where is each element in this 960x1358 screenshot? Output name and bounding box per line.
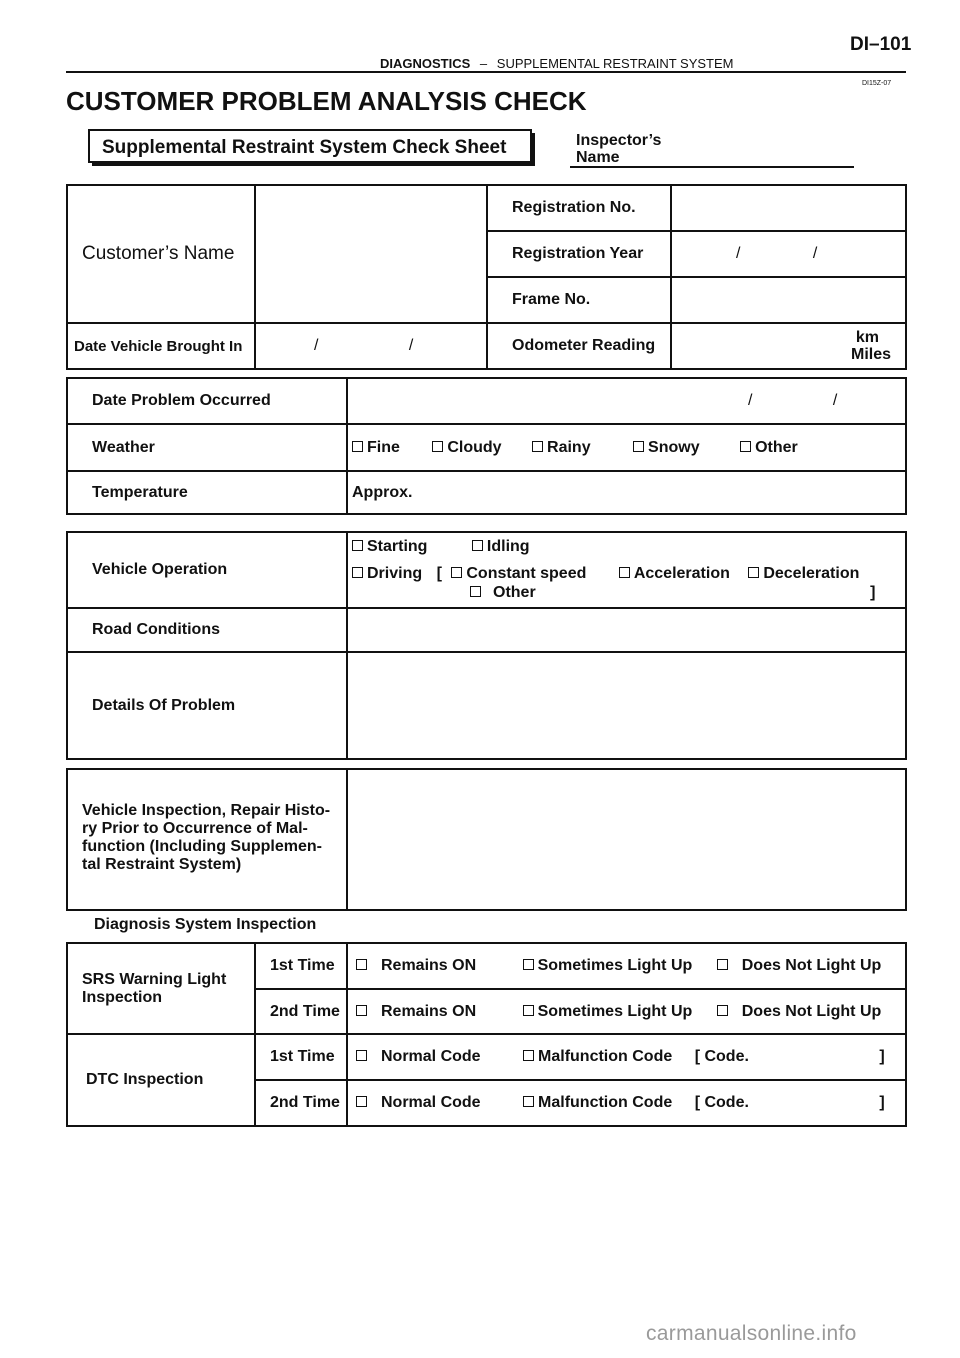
km-unit: km — [855, 329, 879, 346]
option-remains-on[interactable]: Remains ON — [356, 1003, 476, 1020]
srs-first-options — [347, 943, 906, 989]
road-conditions-field[interactable] — [347, 608, 906, 652]
checkbox-icon — [740, 441, 751, 452]
date-brought-in-label: Date Vehicle Brought In — [67, 323, 255, 369]
weather-label: Weather — [67, 424, 347, 471]
diagnosis-title: Diagnosis System Inspection — [94, 916, 317, 933]
details-field[interactable] — [347, 652, 906, 759]
dtc-label: DTC Inspection — [67, 1034, 255, 1126]
section-name: DIAGNOSTICS — [380, 56, 471, 71]
checkbox-icon — [717, 1005, 728, 1016]
frame-no-field[interactable] — [671, 277, 906, 323]
checkbox-icon — [356, 1005, 367, 1016]
date-occurred-label: Date Problem Occurred — [67, 378, 347, 424]
dtc-second-time: 2nd Time — [255, 1080, 347, 1126]
option-deceleration[interactable]: Deceleration — [748, 565, 859, 582]
vehicle-operation-label: Vehicle Operation — [67, 532, 347, 608]
road-conditions-label: Road Conditions — [67, 608, 347, 652]
option-does-not-light-up[interactable]: Does Not Light Up — [717, 957, 882, 974]
customer-table — [66, 184, 907, 370]
registration-year-label: Registration Year — [487, 231, 671, 277]
operation-row-3 — [352, 583, 905, 602]
checkbox-icon — [523, 1005, 534, 1016]
details-label: Details Of Problem — [67, 652, 347, 759]
weather-option-snowy[interactable]: Snowy — [633, 439, 700, 456]
inspector-label — [576, 132, 661, 166]
sheet-title: Supplemental Restraint System Check Sheet — [102, 137, 507, 158]
checkbox-icon — [633, 441, 644, 452]
checkbox-icon — [523, 1096, 534, 1107]
history-label-line: Vehicle Inspection, Repair Histo- — [82, 802, 331, 819]
option-normal-code[interactable]: Normal Code — [356, 1094, 481, 1111]
history-label-line: ry Prior to Occurrence of Mal- — [82, 820, 308, 837]
srs-label-line1: SRS Warning Light — [82, 970, 227, 988]
inspector-name-line — [570, 166, 854, 168]
date-slash: / — [812, 245, 818, 262]
registration-year-field[interactable] — [671, 231, 906, 277]
date-occurred-field[interactable] — [347, 378, 906, 424]
main-title: CUSTOMER PROBLEM ANALYSIS CHECK — [66, 86, 587, 116]
code-label: [ Code. — [694, 1048, 749, 1065]
checkbox-icon — [352, 441, 363, 452]
checkbox-icon — [356, 959, 367, 970]
operation-row-1 — [352, 537, 905, 556]
srs-label-line2: Inspection — [82, 988, 163, 1006]
checkbox-icon — [356, 1050, 367, 1061]
date-brought-in-field[interactable] — [255, 323, 487, 369]
date-slash: / — [832, 392, 838, 409]
option-does-not-light-up[interactable]: Does Not Light Up — [717, 1003, 882, 1020]
option-malfunction-code[interactable]: Malfunction Code — [523, 1048, 672, 1065]
checkbox-icon — [532, 441, 543, 452]
watermark: carmanualsonline.info — [646, 1322, 857, 1345]
checkbox-icon — [748, 567, 759, 578]
odometer-label: Odometer Reading — [487, 323, 671, 369]
option-starting[interactable]: Starting — [352, 538, 427, 555]
operation-row-2 — [352, 564, 905, 583]
checkbox-icon — [523, 959, 534, 970]
dtc-first-time: 1st Time — [255, 1034, 347, 1080]
checkbox-icon — [523, 1050, 534, 1061]
history-label-line: function (Including Supplemen- — [82, 838, 322, 855]
srs-warning-label — [67, 943, 255, 1034]
page-number: DI–101 — [850, 34, 912, 55]
code-close: ] — [879, 1094, 885, 1111]
bracket-close: ] — [870, 584, 876, 601]
problem-table — [66, 377, 907, 515]
history-label-line: tal Restraint System) — [82, 856, 242, 873]
option-remains-on[interactable]: Remains ON — [356, 957, 476, 974]
registration-no-label: Registration No. — [487, 185, 671, 231]
running-header — [380, 56, 733, 71]
operation-table — [66, 531, 907, 760]
history-field[interactable] — [347, 769, 906, 910]
weather-option-other[interactable]: Other — [740, 439, 798, 456]
vehicle-operation-options — [347, 532, 906, 608]
subsection-name: SUPPLEMENTAL RESTRAINT SYSTEM — [496, 56, 734, 71]
option-malfunction-code[interactable]: Malfunction Code — [523, 1094, 672, 1111]
checkbox-icon — [352, 567, 363, 578]
checkbox-icon — [717, 959, 728, 970]
checkbox-icon — [356, 1096, 367, 1107]
dtc-first-options — [347, 1034, 906, 1080]
history-table — [66, 768, 907, 911]
temperature-field[interactable] — [347, 471, 906, 514]
code-label: [ Code. — [694, 1094, 749, 1111]
option-constant-speed[interactable]: Constant speed — [451, 565, 586, 582]
weather-option-fine[interactable]: Fine — [352, 439, 400, 456]
date-slash: / — [408, 337, 414, 354]
checkbox-icon — [352, 540, 363, 551]
bracket-open: [ — [436, 565, 442, 582]
checkbox-icon — [432, 441, 443, 452]
option-sometimes-light-up[interactable]: Sometimes Light Up — [523, 957, 693, 974]
dtc-second-options — [347, 1080, 906, 1126]
inspector-label-line1: Inspector’s — [576, 132, 662, 149]
sheet-title-shadow-right — [532, 133, 535, 166]
date-slash: / — [748, 392, 753, 409]
frame-no-label: Frame No. — [487, 277, 671, 323]
option-other[interactable]: Other — [470, 584, 536, 601]
srs-first-time: 1st Time — [255, 943, 347, 989]
temperature-label: Temperature — [67, 471, 347, 514]
option-acceleration[interactable]: Acceleration — [619, 565, 730, 582]
sheet-title-shadow-bottom — [92, 163, 535, 166]
header-dash: – — [479, 56, 488, 71]
option-normal-code[interactable]: Normal Code — [356, 1048, 481, 1065]
weather-options — [347, 424, 906, 471]
weather-option-cloudy[interactable]: Cloudy — [432, 439, 501, 456]
approx-label: Approx. — [352, 483, 413, 501]
option-driving[interactable]: Driving — [352, 565, 422, 582]
option-sometimes-light-up[interactable]: Sometimes Light Up — [523, 1003, 693, 1020]
header-rule — [66, 71, 906, 73]
odometer-field[interactable] — [671, 323, 906, 369]
sheet-title-box — [88, 129, 532, 163]
checkbox-icon — [472, 540, 483, 551]
customer-name-label: Customer’s Name — [67, 185, 255, 323]
date-slash: / — [736, 245, 741, 262]
doc-code: DI15Z-07 — [862, 80, 892, 87]
srs-second-time: 2nd Time — [255, 989, 347, 1034]
checkbox-icon — [470, 586, 481, 597]
srs-second-options — [347, 989, 906, 1034]
code-close: ] — [879, 1048, 885, 1065]
weather-option-rainy[interactable]: Rainy — [532, 439, 591, 456]
option-idling[interactable]: Idling — [472, 538, 530, 555]
checkbox-icon — [451, 567, 462, 578]
miles-unit: Miles — [850, 346, 891, 363]
customer-name-field[interactable] — [255, 185, 487, 323]
history-label — [67, 769, 347, 910]
date-slash: / — [314, 337, 319, 354]
inspector-label-line2: Name — [576, 149, 620, 166]
checkbox-icon — [619, 567, 630, 578]
registration-no-field[interactable] — [671, 185, 906, 231]
diagnosis-table — [66, 942, 907, 1127]
